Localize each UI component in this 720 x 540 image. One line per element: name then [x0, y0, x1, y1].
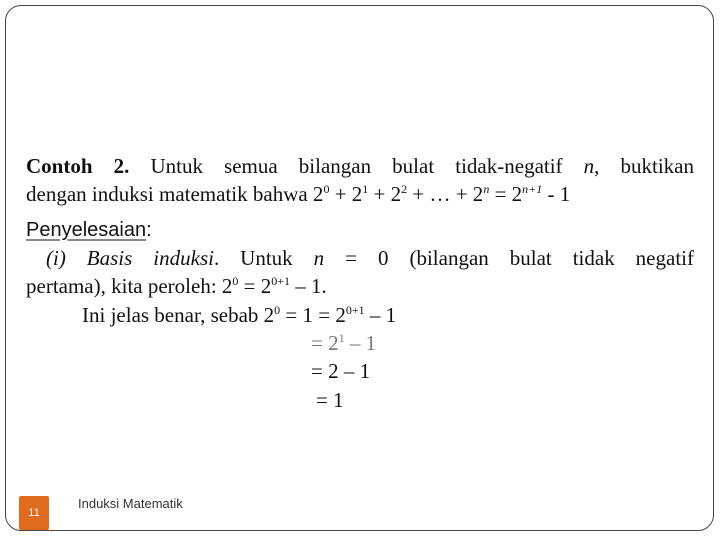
basis-text: . Untuk [213, 246, 314, 270]
exp: n+1 [522, 182, 543, 196]
exp: 2 [401, 182, 408, 196]
term: = 2 [489, 182, 523, 206]
example-text-end: , buktikan [594, 154, 694, 178]
basis-line [46, 244, 694, 273]
footer-title: Induksi Matematik [78, 496, 183, 511]
step-text: = 2 – 1 [311, 359, 371, 383]
proof-text: Ini jelas benar, sebab 2 [82, 303, 275, 327]
basis-variable: n [313, 246, 325, 270]
exp: 0 [274, 303, 281, 317]
term: = 2 [238, 274, 272, 298]
term: - 1 [542, 182, 571, 206]
basis-text-end: = 0 (bilangan bulat tidak negatif [324, 246, 694, 270]
example-line-1 [26, 152, 694, 181]
exp: 0+1 [345, 303, 365, 317]
result-line [26, 272, 327, 301]
proof-step-3 [316, 386, 344, 415]
exp: 0 [232, 274, 239, 288]
step-text: = 2 [311, 331, 339, 355]
solution-heading [26, 216, 152, 245]
exp: n [483, 182, 490, 196]
basis-label: (i) Basis induksi [46, 246, 214, 270]
page-number: 11 [28, 507, 40, 519]
result-text: pertama), kita peroleh: 2 [26, 274, 233, 298]
term: – 1. [290, 274, 327, 298]
page-number-badge [19, 496, 49, 530]
example-line-2 [26, 180, 570, 209]
term: = 1 = 2 [280, 303, 346, 327]
term: + … + 2 [407, 182, 484, 206]
exp: 1 [338, 331, 345, 345]
step-tail: – 1 [344, 331, 377, 355]
term: – 1 [364, 303, 397, 327]
slide-frame [5, 5, 714, 531]
line2-prefix: dengan induksi matematik bahwa 2 [26, 182, 324, 206]
example-text: Untuk semua bilangan bulat tidak-negatif [150, 154, 563, 178]
solution-label: Penyelesaian [26, 219, 147, 241]
exp: 0 [323, 182, 330, 196]
exp: 1 [362, 182, 369, 196]
proof-step-1 [311, 329, 376, 358]
exp: 0+1 [271, 274, 291, 288]
term: + 2 [329, 182, 363, 206]
example-label: Contoh 2. [26, 154, 130, 178]
solution-colon: : [146, 219, 152, 241]
proof-step-2 [311, 357, 370, 386]
term: + 2 [368, 182, 402, 206]
step-text: = 1 [316, 388, 344, 412]
proof-line [82, 301, 396, 330]
example-variable: n [583, 154, 595, 178]
